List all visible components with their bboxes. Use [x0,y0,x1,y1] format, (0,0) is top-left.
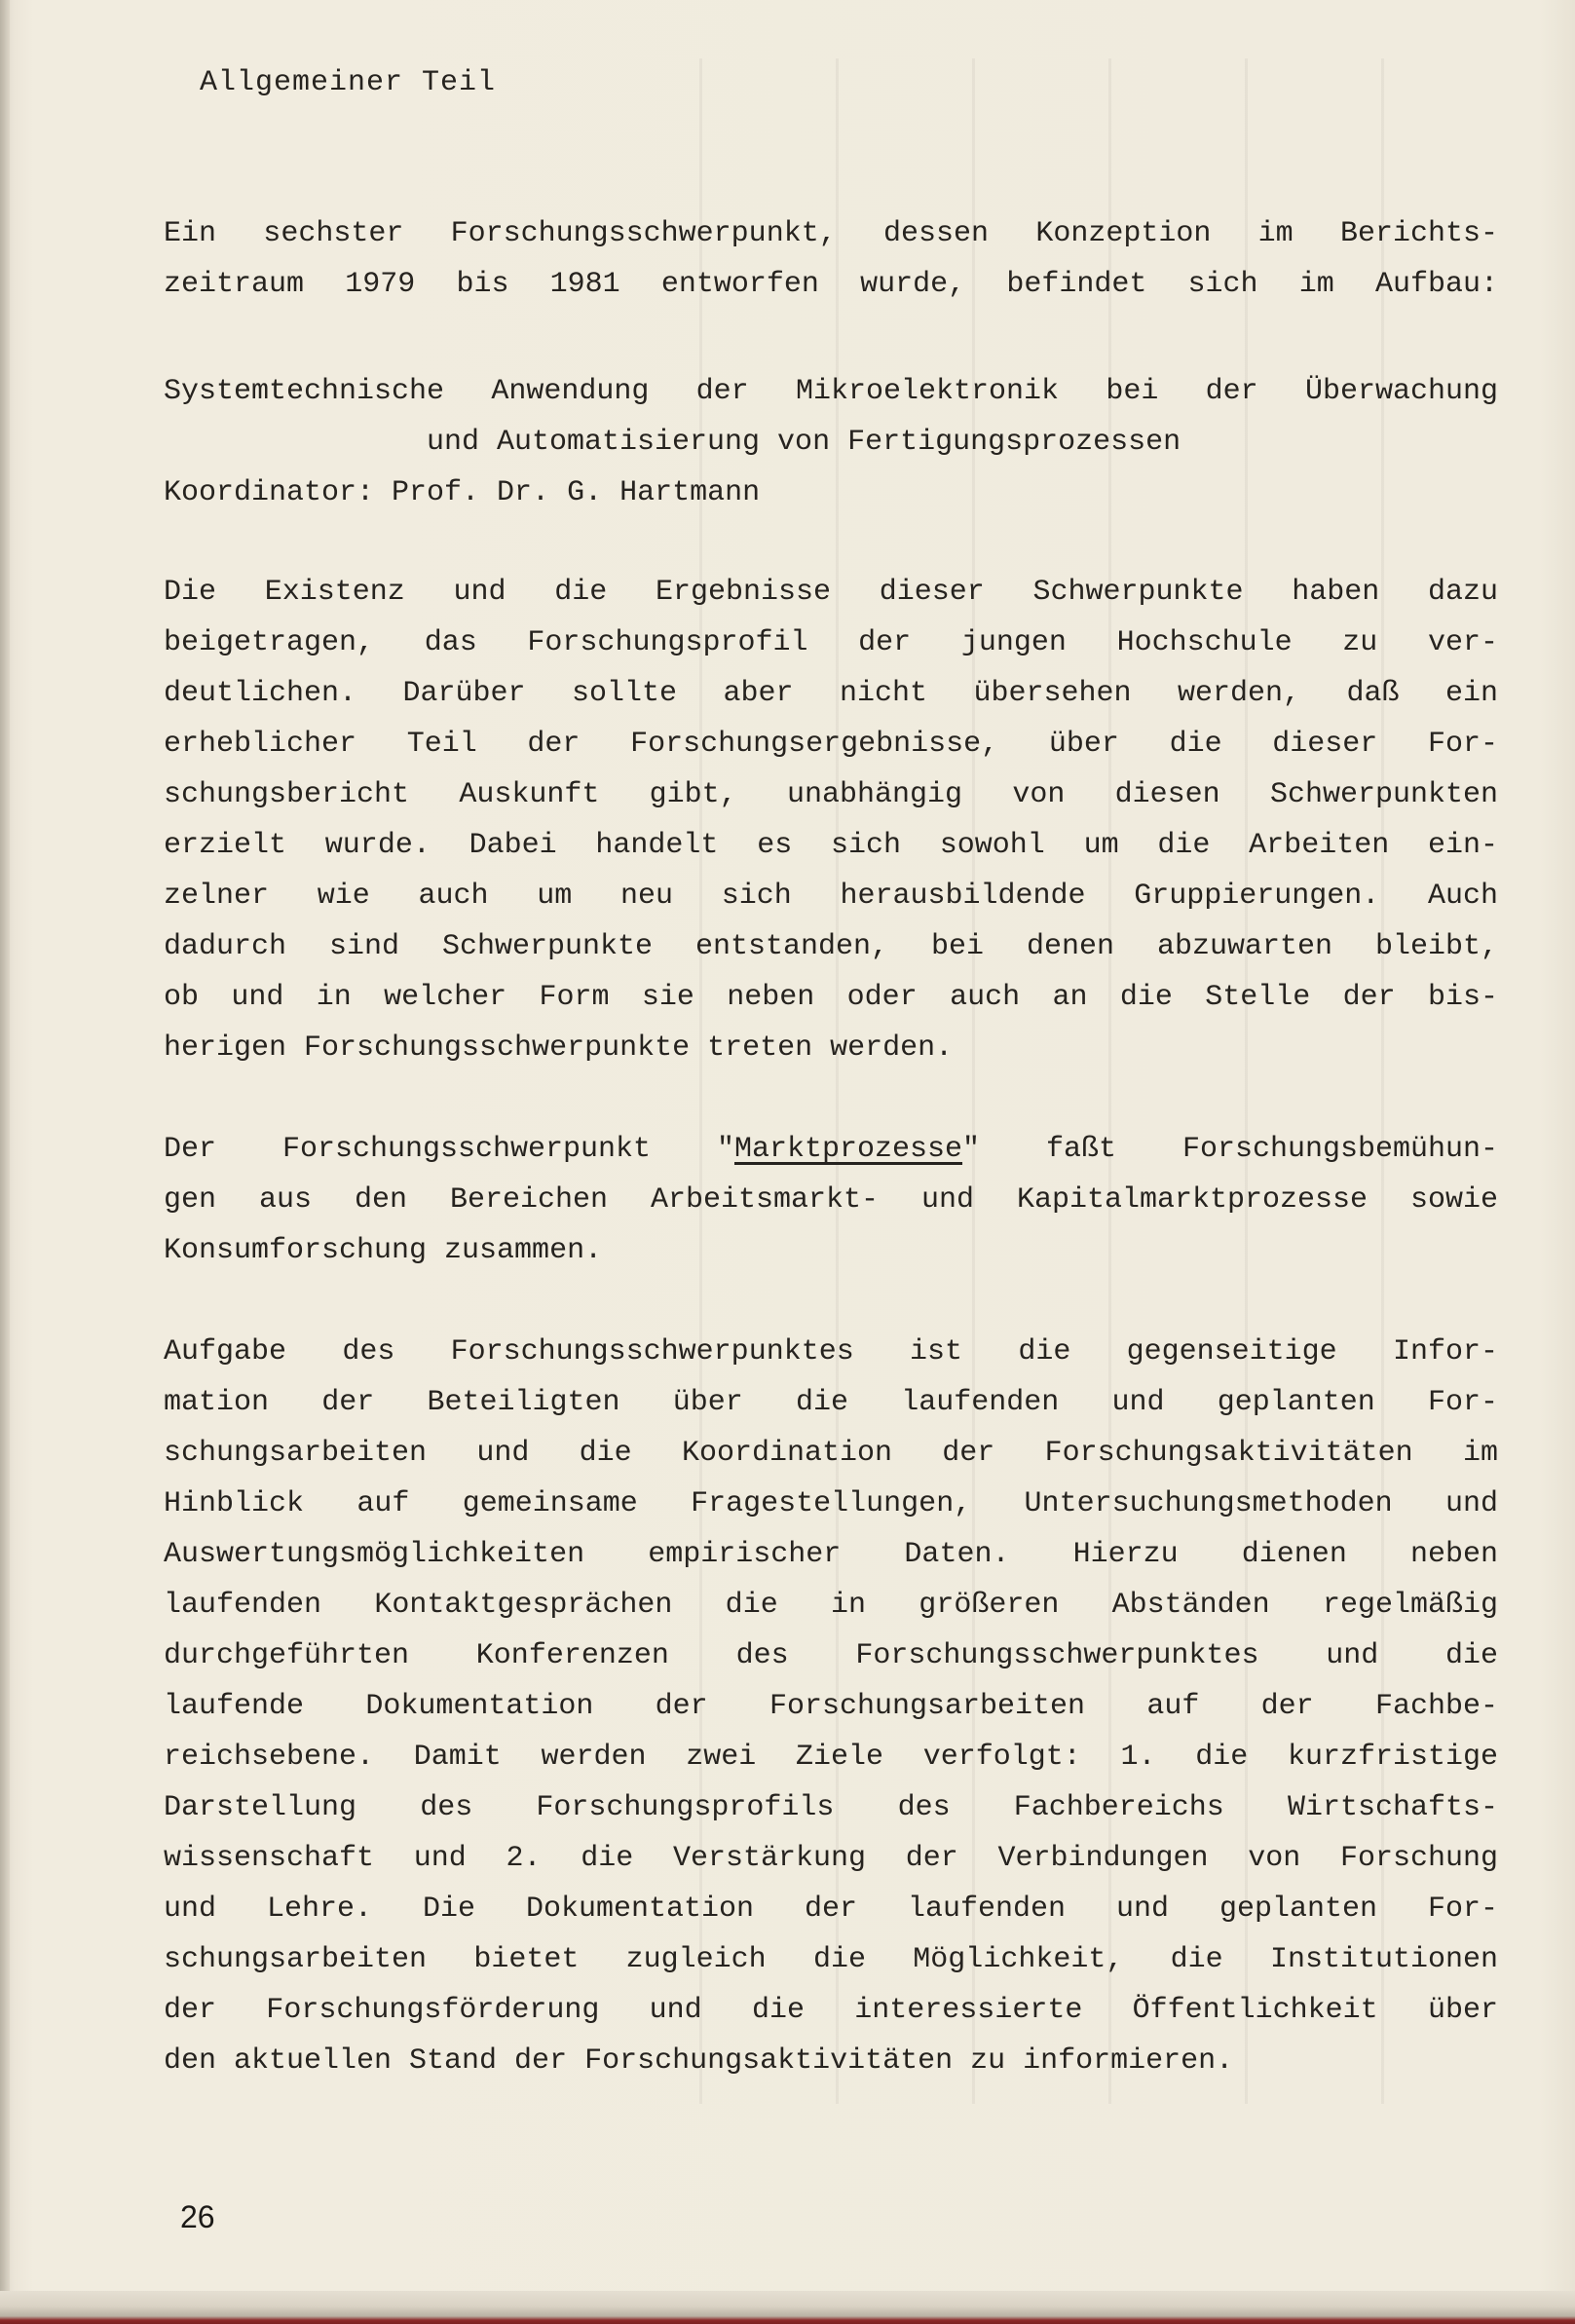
text-line: dadurch sind Schwerpunkte entstanden, bei denen abzuwarten bleibt, [164,930,1498,963]
text-line: Aufgabe des Forschungsschwerpunktes ist die gegenseitige Infor- [164,1335,1498,1368]
text-line: Ein sechster Forschungsschwerpunkt, dessen Konzeption im Berichts- [164,217,1498,250]
text-line: zelner wie auch um neu sich herausbildende Gruppierungen. Auch [164,880,1498,913]
text-fragment: Der Forschungsschwerpunkt " [164,1133,734,1166]
text-line: durchgeführten Konferenzen des Forschungsschwerpunktes und die [164,1639,1498,1672]
text-line: laufenden Kontaktgesprächen die in größeren Abständen regelmäßig [164,1589,1498,1622]
emphasized-term: Marktprozesse [733,1133,963,1166]
paragraph-aufgabe [164,1327,1498,2086]
text-line: erzielt wurde. Dabei handelt es sich sowohl um die Arbeiten ein- [164,829,1498,862]
text-line: reichsebene. Damit werden zwei Ziele verfolgt: 1. die kurzfristige [164,1741,1498,1774]
page-binding-edge [0,0,10,2324]
text-line: und Lehre. Die Dokumentation der laufenden und geplanten For- [164,1893,1498,1926]
text-line: Darstellung des Forschungsprofils des Fachbereichs Wirtschafts- [164,1791,1498,1824]
text-line: zeitraum 1979 bis 1981 entworfen wurde, befindet sich im Aufbau: [164,268,1498,301]
focus-title-line: Systemtechnische Anwendung der Mikroelektronik bei der Überwachung [164,375,1498,408]
text-line: erheblicher Teil der Forschungsergebnisse, über die dieser For- [164,728,1498,761]
paragraph-existence [164,567,1498,1073]
page-bottom-edge [0,2291,1575,2324]
focus-title-line: und Automatisierung von Fertigungsprozessen [427,426,1181,459]
text-line: laufende Dokumentation der Forschungsarbeiten auf der Fachbe- [164,1690,1498,1723]
text-line: deutlichen. Darüber sollte aber nicht übersehen werden, daß ein [164,677,1498,710]
paragraph-intro [164,208,1498,310]
text-line: ob und in welcher Form sie neben oder auch an die Stelle der bis- [164,981,1498,1014]
text-line: herigen Forschungsschwerpunkte treten werden. [164,1031,954,1065]
text-line: den aktuellen Stand der Forschungsaktivitäten zu informieren. [164,2044,1234,2078]
text-line: schungsarbeiten und die Koordination der Forschungsaktivitäten im [164,1437,1498,1470]
text-line: wissenschaft und 2. die Verstärkung der Verbindungen von Forschung [164,1842,1498,1875]
coordinator-line: Koordinator: Prof. Dr. G. Hartmann [164,476,761,509]
text-line [164,1124,1498,1175]
text-line: Konsumforschung zusammen. [164,1234,603,1267]
page-number: 26 [180,2199,215,2234]
text-line: Auswertungsmöglichkeiten empirischer Daten. Hierzu dienen neben [164,1538,1498,1571]
text-line: Die Existenz und die Ergebnisse dieser Schwerpunkte haben dazu [164,576,1498,609]
text-line: gen aus den Bereichen Arbeitsmarkt- und Kapitalmarktprozesse sowie [164,1183,1498,1217]
text-line: mation der Beteiligten über die laufenden und geplanten For- [164,1386,1498,1419]
text-fragment: " faßt Forschungsbemühun- [962,1133,1498,1166]
text-line: Hinblick auf gemeinsame Fragestellungen, Untersuchungsmethoden und [164,1487,1498,1520]
paragraph-marktprozesse [164,1124,1498,1276]
paragraph-research-focus-title [164,366,1498,518]
text-line: der Forschungsförderung und die interessierte Öffentlichkeit über [164,1994,1498,2027]
text-line: beigetragen, das Forschungsprofil der jungen Hochschule zu ver- [164,626,1498,659]
text-line: schungsbericht Auskunft gibt, unabhängig von diesen Schwerpunkten [164,778,1498,811]
running-head: Allgemeiner Teil [200,66,497,99]
text-line: schungsarbeiten bietet zugleich die Möglichkeit, die Institutionen [164,1943,1498,1976]
